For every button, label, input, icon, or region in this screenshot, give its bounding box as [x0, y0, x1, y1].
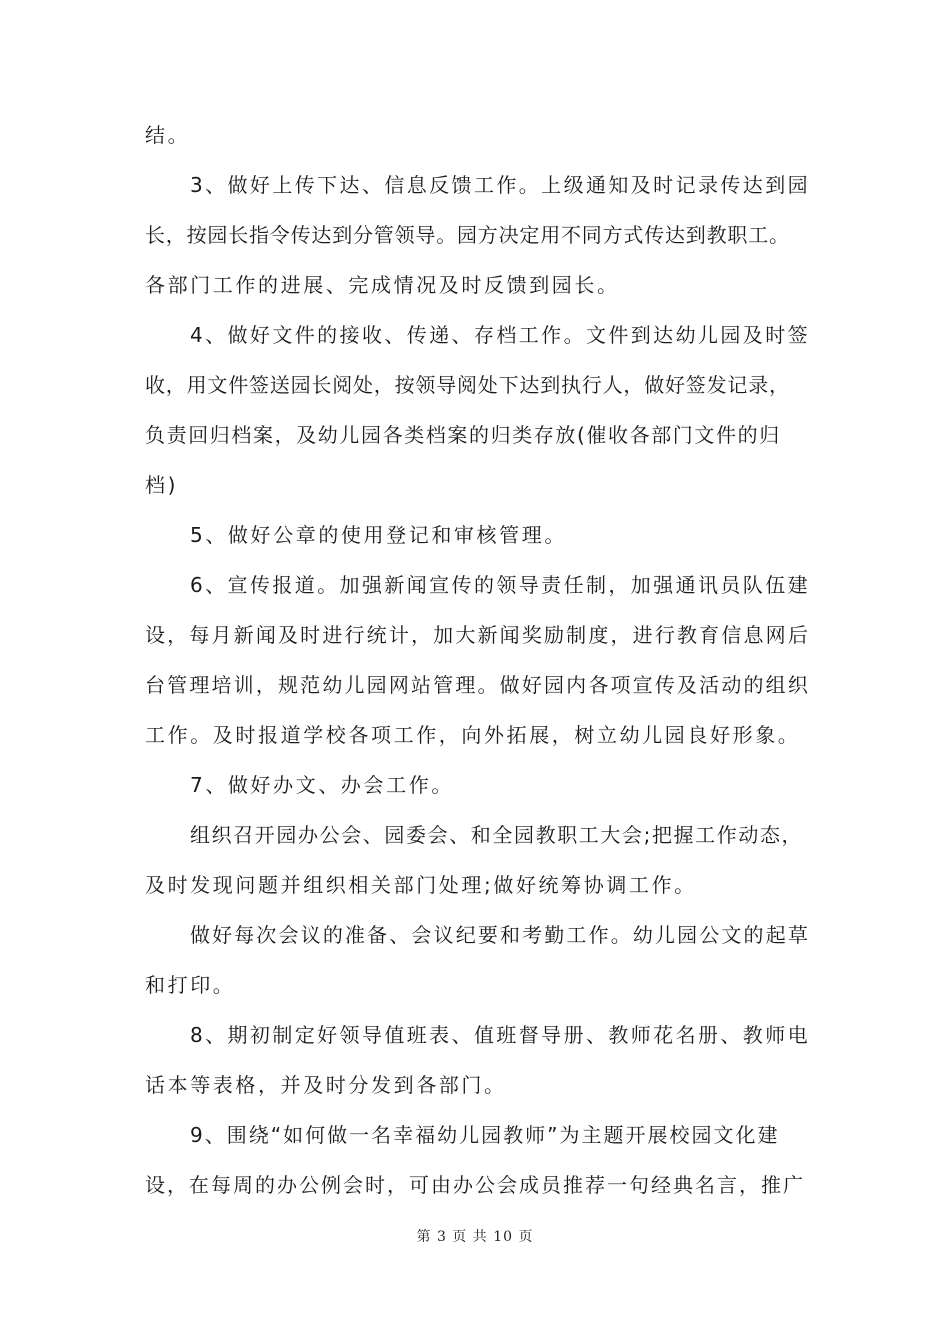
- text-line: 设，每月新闻及时进行统计，加大新闻奖励制度，进行教育信息网后: [145, 623, 810, 647]
- text-line: 6、宣传报道。加强新闻宣传的领导责任制，加强通讯员队伍建: [190, 573, 810, 597]
- text-line: 和打印。: [145, 973, 236, 997]
- text-line: 台管理培训，规范幼儿园网站管理。做好园内各项宣传及活动的组织: [145, 673, 810, 697]
- page-number-footer: 第 3 页 共 10 页: [416, 1229, 534, 1245]
- text-line: 做好每次会议的准备、会议纪要和考勤工作。幼儿园公文的起草: [190, 923, 810, 947]
- text-line: 收，用文件签送园长阅处，按领导阅处下达到执行人，做好签发记录，: [145, 373, 790, 397]
- text-line: 设，在每周的办公例会时，可由办公会成员推荐一句经典名言，推广: [145, 1173, 805, 1197]
- text-line: 9、围绕“如何做一名幸福幼儿园教师”为主题开展校园文化建: [190, 1123, 780, 1147]
- text-line: 工作。及时报道学校各项工作，向外拓展，树立幼儿园良好形象。: [145, 723, 801, 747]
- text-line: 4、做好文件的接收、传递、存档工作。文件到达幼儿园及时签: [190, 323, 810, 347]
- text-line: 及时发现问题并组织相关部门处理;做好统筹协调工作。: [145, 873, 697, 897]
- text-line: 档): [145, 473, 179, 497]
- text-line: 3、做好上传下达、信息反馈工作。上级通知及时记录传达到园: [190, 173, 810, 197]
- text-line: 组织召开园办公会、园委会、和全园教职工大会;把握工作动态，: [190, 823, 804, 847]
- text-line: 7、做好办文、办会工作。: [190, 773, 454, 797]
- text-line: 5、做好公章的使用登记和审核管理。: [190, 523, 567, 547]
- text-line: 8、期初制定好领导值班表、值班督导册、教师花名册、教师电: [190, 1023, 810, 1047]
- text-line: 话本等表格，并及时分发到各部门。: [145, 1073, 507, 1097]
- text-line: 负责回归档案，及幼儿园各类档案的归类存放(催收各部门文件的归: [145, 423, 781, 447]
- text-line: 长，按园长指令传达到分管领导。园方决定用不同方式传达到教职工。: [145, 223, 790, 247]
- text-line: 各部门工作的进展、完成情况及时反馈到园长。: [145, 273, 620, 297]
- text-line: 结。: [145, 123, 191, 147]
